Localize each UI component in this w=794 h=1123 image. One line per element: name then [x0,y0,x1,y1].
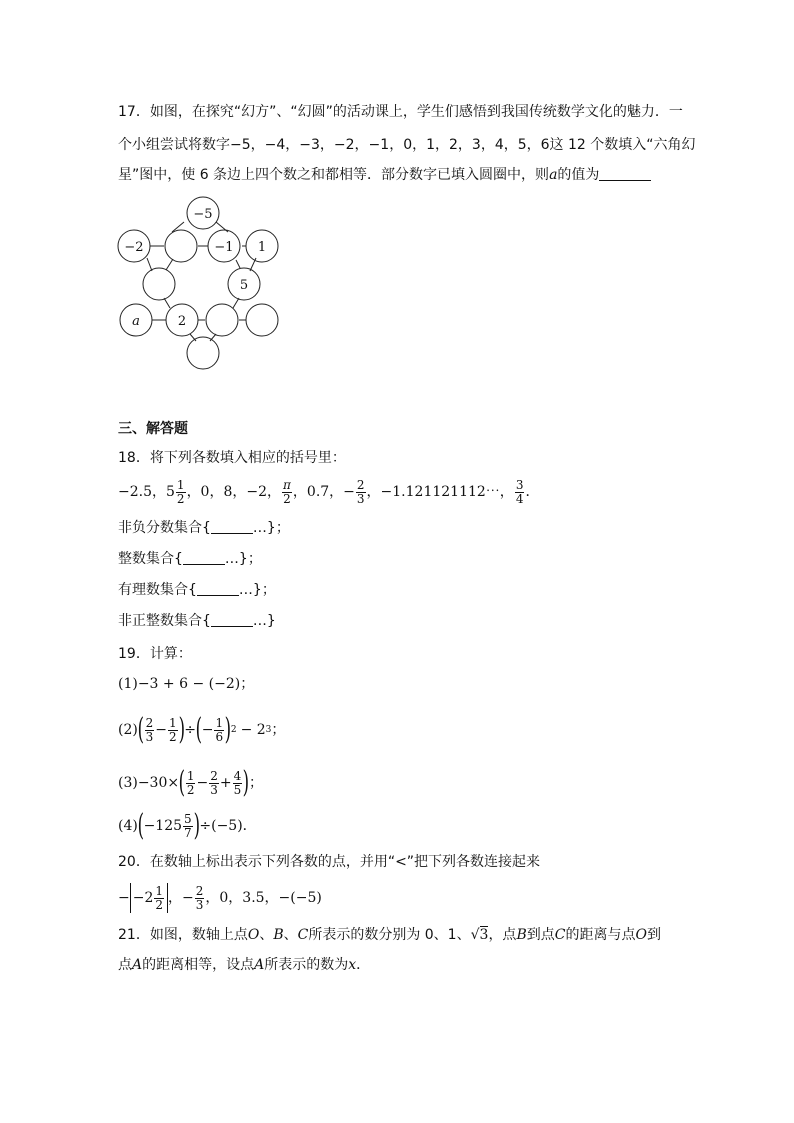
q21-line-2: 点A的距离相等，设点A所表示的数为x． [118,957,371,973]
set-nonpositive-integers: 非正整数集合{ …} [118,613,276,629]
answer-blank [197,581,239,596]
set-nonnegative-fractions: 非负分数集合{ …}； [118,520,290,536]
q18-number-list: −2.5， 5 $\frac{1}{2}$ ，0，8，−2， $\frac{\pi}{2}$ ，0.7，− $\frac{2}{3}$ ，−1.121121112⋯， $\frac{3}{4}$ ． [118,477,540,506]
label-upper-right: 1 [257,240,267,255]
q19-part-2: (2) ( $\frac{2}{3}$ − $\frac{1}{2}$ ) ÷ ( − $\frac{1}{6}$ ) 2 − 2 3 ； [118,712,286,747]
section-heading: 三、解答题 [118,421,188,437]
label-upper-left: −2 [124,240,144,255]
fraction-three-quarters: $\frac{3}{4}$ [515,477,524,506]
absolute-value: −2 $\frac{1}{2}$ [130,883,168,913]
fraction-pi-over-two: $\frac{\pi}{2}$ [283,477,291,506]
q20-number-list: − −2 $\frac{1}{2}$ ，− $\frac{2}{3}$ ，0，3.5，−(−5) [118,883,322,912]
label-mid-right: 5 [239,278,249,293]
q19-title: 19．计算： [118,646,192,662]
circle-mid-left [143,268,175,300]
q17-line-1: 17．如图，在探究“幻方”、“幻圆”的活动课上，学生们感悟到我国传统数学文化的魅力．一 [118,104,683,120]
q18-title: 18．将下列各数填入相应的括号里： [118,450,346,466]
fraction-one-half: $\frac{1}{2}$ [176,477,185,506]
fraction-two-thirds: $\frac{2}{3}$ [356,477,365,506]
set-rationals: 有理数集合{ …}； [118,582,276,598]
circle-lower-inner-right [206,304,238,336]
answer-blank [183,550,225,565]
label-lower-left: a [132,314,140,329]
q17-line-3-text: 星”图中，使 6 条边上四个数之和都相等．部分数字已填入圆圈中，则 [118,167,550,183]
circle-lower-right [246,304,278,336]
q17-variable-a: a [549,167,558,183]
q17-line-3 [118,166,651,184]
six-pointed-star-figure [116,195,286,375]
q17-line-2: 个小组尝试将数字−5，−4，−3，−2，−1，0，1，2，3，4，5，6这 12 个数填入“六角幻 [118,137,696,153]
set-integers: 整数集合{ …}； [118,551,262,567]
q19-part-4: (4) ( −125 $\frac{5}{7}$ ) ÷(−5)． [118,808,257,843]
q21-line-1: 21．如图，数轴上点O、B、C所表示的数分别为 0、1、√3，点B到点C的距离与点O到 [118,927,661,943]
label-lower-inner-left: 2 [177,314,187,329]
answer-blank [211,612,253,627]
circle-bottom [187,337,219,369]
circle-upper-inner-left [165,230,197,262]
label-upper-inner-right: −1 [214,240,234,255]
q17-line-3-suffix: 的值为 [557,167,600,183]
q20-title: 20．在数轴上标出表示下列各数的点，并用“<”把下列各数连接起来 [118,854,541,870]
q19-part-3: (3)−30× ( $\frac{1}{2}$ − $\frac{2}{3}$ + $\frac{4}{5}$ ) ； [118,765,263,800]
answer-blank [599,166,651,181]
label-top: −5 [193,207,213,222]
sqrt-three: √3 [470,927,489,943]
q19-part-1: (1)−3 + 6 − (−2)； [118,676,255,692]
answer-blank [211,519,253,534]
